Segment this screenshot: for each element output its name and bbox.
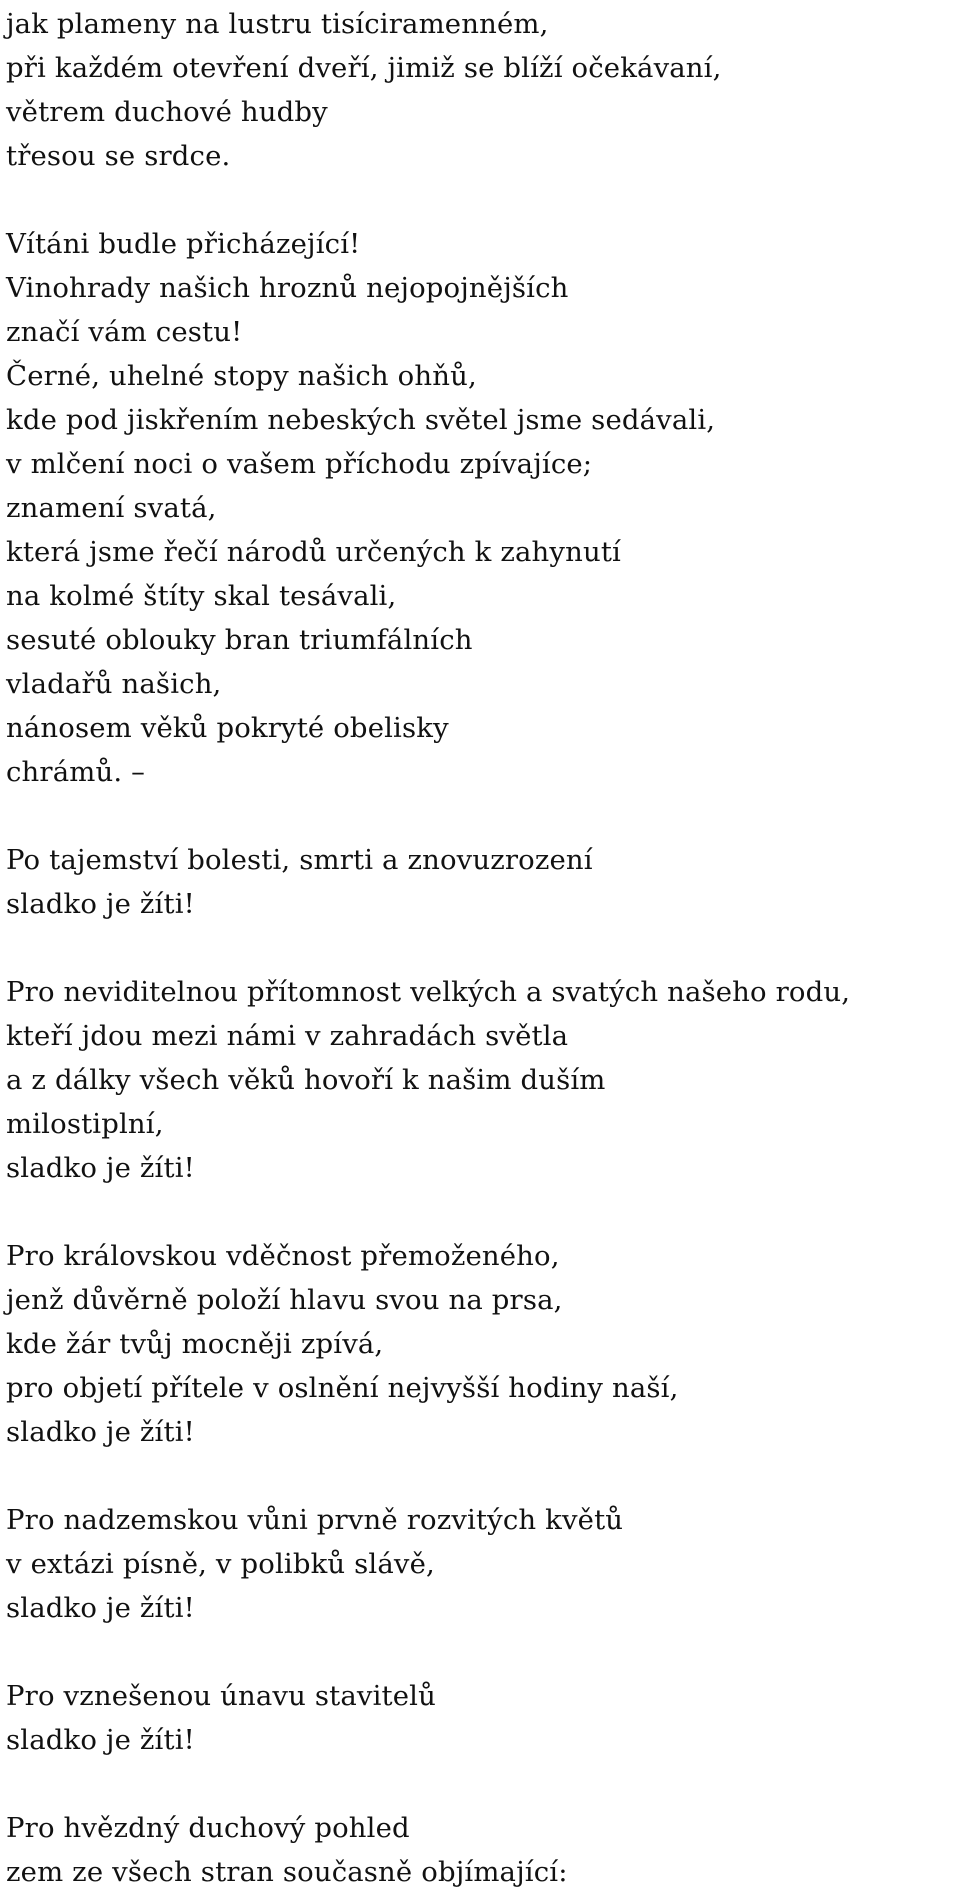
- stanza-2: [6, 222, 956, 794]
- poem-line: větrem duchové hudby: [6, 96, 328, 128]
- poem-text: [6, 2, 956, 1894]
- stanza-4: [6, 970, 956, 1190]
- poem-line: Po tajemství bolesti, smrti a znovuzrození: [6, 844, 593, 876]
- poem-line: znamení svatá,: [6, 492, 217, 524]
- stanza-8: [6, 1806, 956, 1894]
- poem-line: značí vám cestu!: [6, 316, 243, 348]
- stanza-3: [6, 838, 956, 926]
- poem-line: na kolmé štíty skal tesávali,: [6, 580, 397, 612]
- poem-line: milostiplní,: [6, 1108, 164, 1140]
- stanza-6: [6, 1498, 956, 1630]
- poem-line: Pro neviditelnou přítomnost velkých a svatých našeho rodu,: [6, 976, 851, 1008]
- poem-line: Pro hvězdný duchový pohled: [6, 1812, 410, 1844]
- poem-line: třesou se srdce.: [6, 140, 231, 172]
- poem-line: jak plameny na lustru tisíciramenném,: [6, 8, 549, 40]
- poem-line: sladko je žíti!: [6, 1592, 195, 1624]
- poem-line: pro objetí přítele v oslnění nejvyšší hodiny naší,: [6, 1372, 679, 1404]
- poem-line: v extázi písně, v polibků slávě,: [6, 1548, 435, 1580]
- stanza-5: [6, 1234, 956, 1454]
- poem-line: sladko je žíti!: [6, 1416, 195, 1448]
- poem-line: sladko je žíti!: [6, 1724, 195, 1756]
- stanza-7: [6, 1674, 956, 1762]
- poem-line: Pro vznešenou únavu stavitelů: [6, 1680, 436, 1712]
- poem-line: a z dálky všech věků hovoří k našim duším: [6, 1064, 606, 1096]
- poem-line: Vinohrady našich hroznů nejopojnějších: [6, 272, 569, 304]
- poem-line: která jsme řečí národů určených k zahynutí: [6, 536, 621, 568]
- poem-line: při každém otevření dveří, jimiž se blíží očekávaní,: [6, 52, 722, 84]
- poem-line: zem ze všech stran současně objímající:: [6, 1856, 568, 1888]
- poem-line: jenž důvěrně položí hlavu svou na prsa,: [6, 1284, 563, 1316]
- poem-line: chrámů. –: [6, 756, 146, 788]
- poem-line: Pro nadzemskou vůni prvně rozvitých květů: [6, 1504, 624, 1536]
- poem-line: v mlčení noci o vašem příchodu zpívajíce;: [6, 448, 593, 480]
- poem-line: kde pod jiskřením nebeských světel jsme sedávali,: [6, 404, 716, 436]
- poem-line: sesuté oblouky bran triumfálních: [6, 624, 473, 656]
- poem-line: kde žár tvůj mocněji zpívá,: [6, 1328, 384, 1360]
- poem-line: sladko je žíti!: [6, 888, 195, 920]
- poem-line: Černé, uhelné stopy našich ohňů,: [6, 360, 477, 392]
- poem-line: vladařů našich,: [6, 668, 222, 700]
- stanza-1: [6, 2, 956, 178]
- poem-line: nánosem věků pokryté obelisky: [6, 712, 449, 744]
- poem-line: sladko je žíti!: [6, 1152, 195, 1184]
- poem-line: Vítáni budle přicházející!: [6, 228, 361, 260]
- poem-line: kteří jdou mezi námi v zahradách světla: [6, 1020, 569, 1052]
- poem-line: Pro královskou vděčnost přemoženého,: [6, 1240, 560, 1272]
